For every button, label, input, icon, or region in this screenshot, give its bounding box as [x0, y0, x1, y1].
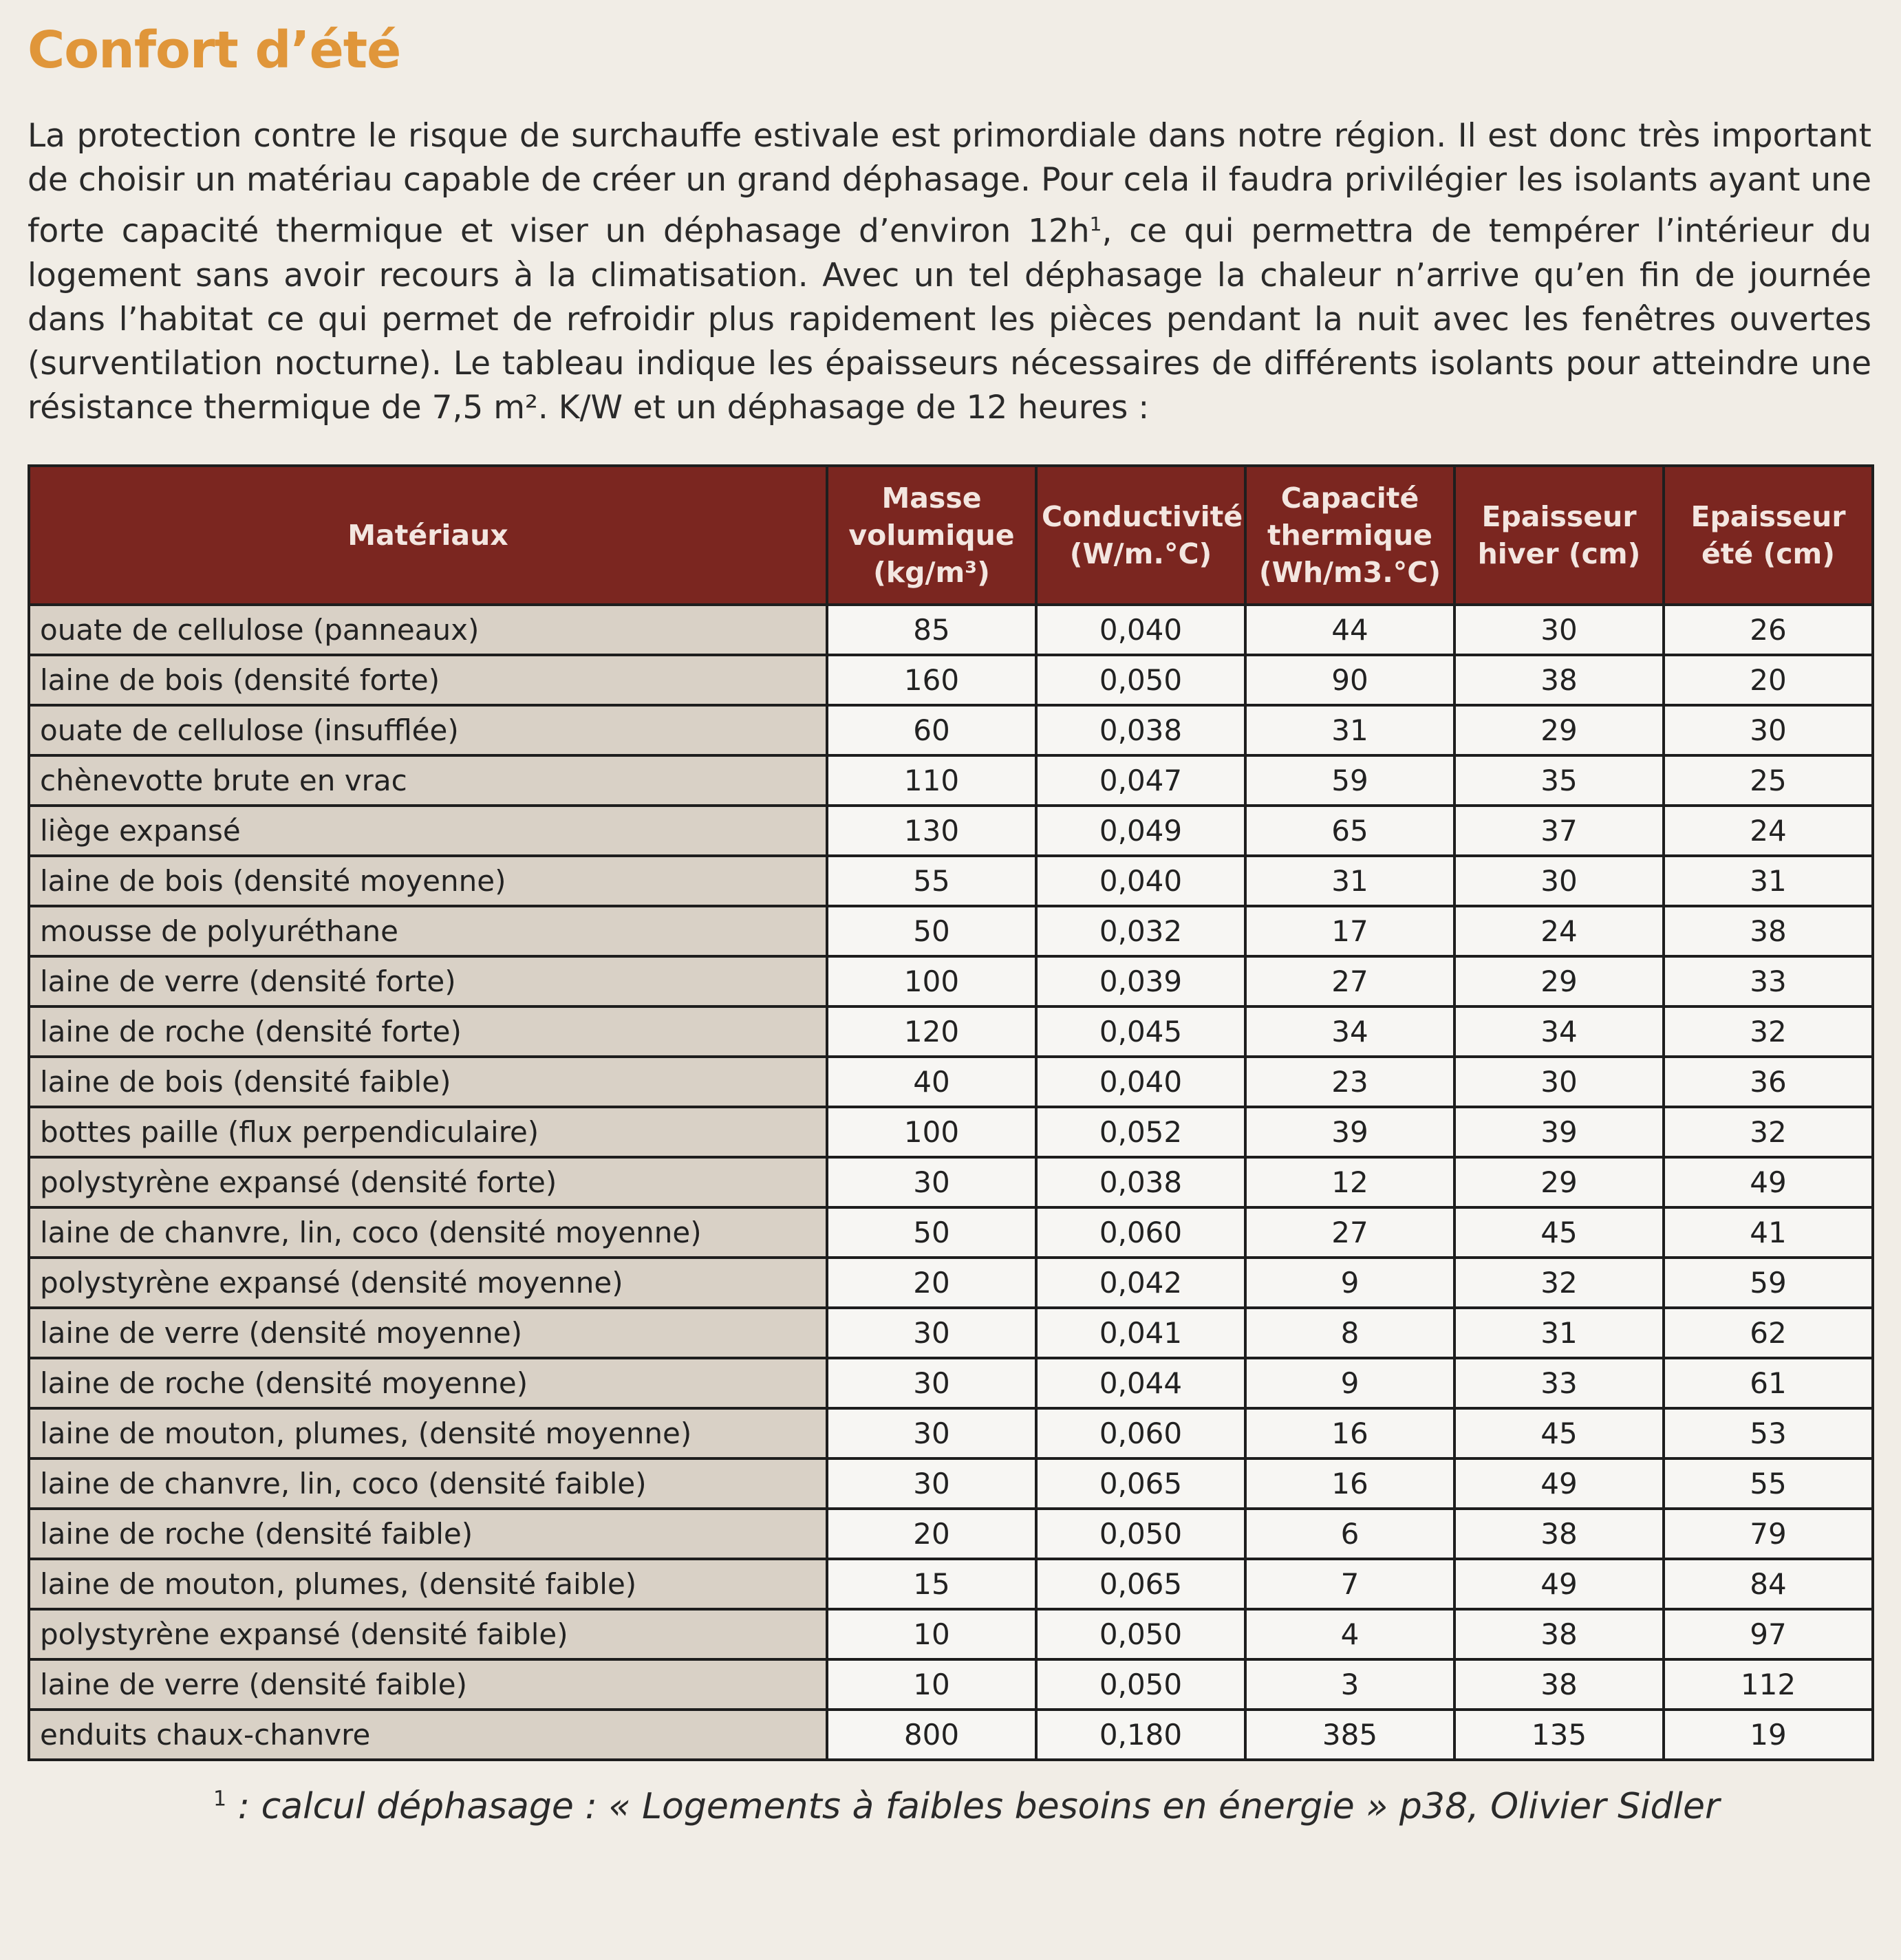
- cell-material: laine de chanvre, lin, coco (densité moyenne): [29, 1207, 827, 1258]
- cell-conductivite: 0,045: [1036, 1006, 1245, 1057]
- cell-epaisseur-hiver: 29: [1454, 705, 1664, 755]
- cell-masse-volumique: 55: [827, 856, 1036, 906]
- header-line: Conductivité: [1042, 499, 1243, 533]
- table-header-row: [29, 466, 1873, 605]
- cell-epaisseur-ete: 59: [1664, 1258, 1873, 1308]
- footnote-number: 1: [213, 1787, 227, 1811]
- cell-epaisseur-hiver: 33: [1454, 1358, 1664, 1408]
- cell-masse-volumique: 10: [827, 1659, 1036, 1710]
- cell-epaisseur-hiver: 29: [1454, 1157, 1664, 1207]
- table-row: [29, 755, 1873, 806]
- cell-material: liège expansé: [29, 806, 827, 856]
- table-row: [29, 1408, 1873, 1458]
- cell-conductivite: 0,040: [1036, 856, 1245, 906]
- cell-conductivite: 0,180: [1036, 1710, 1245, 1760]
- cell-epaisseur-hiver: 39: [1454, 1107, 1664, 1157]
- table-row: [29, 655, 1873, 705]
- header-capacite-thermique: [1245, 466, 1454, 605]
- cell-epaisseur-ete: 61: [1664, 1358, 1873, 1408]
- cell-material: laine de bois (densité forte): [29, 655, 827, 705]
- cell-material: laine de roche (densité forte): [29, 1006, 827, 1057]
- cell-epaisseur-hiver: 49: [1454, 1559, 1664, 1609]
- cell-epaisseur-hiver: 45: [1454, 1408, 1664, 1458]
- table-row: [29, 1358, 1873, 1408]
- header-line: volumique: [848, 518, 1015, 552]
- cell-capacite-thermique: 4: [1245, 1609, 1454, 1659]
- cell-capacite-thermique: 8: [1245, 1308, 1454, 1358]
- table-row: [29, 806, 1873, 856]
- cell-conductivite: 0,065: [1036, 1458, 1245, 1509]
- cell-capacite-thermique: 44: [1245, 605, 1454, 655]
- cell-material: laine de mouton, plumes, (densité faible): [29, 1559, 827, 1609]
- cell-epaisseur-ete: 25: [1664, 755, 1873, 806]
- header-line: thermique: [1267, 518, 1432, 552]
- cell-conductivite: 0,038: [1036, 1157, 1245, 1207]
- cell-epaisseur-ete: 24: [1664, 806, 1873, 856]
- header-epaisseur-ete: [1664, 466, 1873, 605]
- cell-conductivite: 0,047: [1036, 755, 1245, 806]
- cell-conductivite: 0,050: [1036, 1659, 1245, 1710]
- cell-material: polystyrène expansé (densité moyenne): [29, 1258, 827, 1308]
- cell-capacite-thermique: 39: [1245, 1107, 1454, 1157]
- cell-masse-volumique: 40: [827, 1057, 1036, 1107]
- cell-capacite-thermique: 59: [1245, 755, 1454, 806]
- table-row: [29, 1559, 1873, 1609]
- cell-epaisseur-hiver: 31: [1454, 1308, 1664, 1358]
- cell-capacite-thermique: 16: [1245, 1458, 1454, 1509]
- header-line: été (cm): [1701, 537, 1835, 570]
- cell-material: laine de chanvre, lin, coco (densité faible): [29, 1458, 827, 1509]
- header-line: Epaisseur: [1481, 499, 1637, 533]
- cell-masse-volumique: 20: [827, 1509, 1036, 1559]
- header-line: Epaisseur: [1690, 499, 1846, 533]
- cell-conductivite: 0,040: [1036, 605, 1245, 655]
- cell-epaisseur-hiver: 38: [1454, 1659, 1664, 1710]
- footnote-text: : calcul déphasage : « Logements à faibles besoins en énergie » p38, Olivier Sidler: [226, 1785, 1720, 1827]
- table-row: [29, 1458, 1873, 1509]
- cell-epaisseur-hiver: 38: [1454, 1509, 1664, 1559]
- cell-material: polystyrène expansé (densité forte): [29, 1157, 827, 1207]
- cell-epaisseur-ete: 55: [1664, 1458, 1873, 1509]
- footnote-ref: 1: [1089, 213, 1102, 235]
- header-epaisseur-hiver: [1454, 466, 1664, 605]
- header-line: Masse: [881, 481, 982, 515]
- cell-masse-volumique: 30: [827, 1458, 1036, 1509]
- cell-capacite-thermique: 27: [1245, 1207, 1454, 1258]
- cell-material: enduits chaux-chanvre: [29, 1710, 827, 1760]
- cell-conductivite: 0,049: [1036, 806, 1245, 856]
- cell-masse-volumique: 130: [827, 806, 1036, 856]
- table-row: [29, 1107, 1873, 1157]
- cell-capacite-thermique: 6: [1245, 1509, 1454, 1559]
- cell-material: laine de verre (densité forte): [29, 956, 827, 1006]
- table-row: [29, 856, 1873, 906]
- table-row: [29, 1258, 1873, 1308]
- table-row: [29, 956, 1873, 1006]
- header-line: Capacité: [1280, 481, 1419, 515]
- cell-masse-volumique: 30: [827, 1408, 1036, 1458]
- cell-epaisseur-ete: 62: [1664, 1308, 1873, 1358]
- intro-text-part1: La protection contre le risque de surchauffe estivale est primordiale dans notre région. Il est donc très important de choisir un matériau capable de créer un grand déphasage. Pour cela il faudra privilégier les isolants ayant une forte capacité thermique et viser un déphasage d’environ 12h: [28, 117, 1871, 250]
- table-row: [29, 1308, 1873, 1358]
- cell-material: laine de mouton, plumes, (densité moyenne): [29, 1408, 827, 1458]
- insulation-table: [28, 464, 1874, 1761]
- cell-epaisseur-ete: 20: [1664, 655, 1873, 705]
- cell-material: laine de verre (densité moyenne): [29, 1308, 827, 1358]
- cell-epaisseur-ete: 19: [1664, 1710, 1873, 1760]
- cell-material: laine de roche (densité moyenne): [29, 1358, 827, 1408]
- cell-epaisseur-ete: 36: [1664, 1057, 1873, 1107]
- header-line: (W/m.°C): [1069, 537, 1212, 570]
- cell-capacite-thermique: 7: [1245, 1559, 1454, 1609]
- table-row: [29, 1509, 1873, 1559]
- cell-epaisseur-hiver: 38: [1454, 1609, 1664, 1659]
- cell-capacite-thermique: 17: [1245, 906, 1454, 956]
- cell-conductivite: 0,038: [1036, 705, 1245, 755]
- cell-epaisseur-ete: 33: [1664, 956, 1873, 1006]
- cell-conductivite: 0,060: [1036, 1408, 1245, 1458]
- cell-epaisseur-hiver: 34: [1454, 1006, 1664, 1057]
- cell-material: laine de verre (densité faible): [29, 1659, 827, 1710]
- table-row: [29, 1207, 1873, 1258]
- intro-paragraph: [28, 114, 1871, 430]
- cell-epaisseur-ete: 30: [1664, 705, 1873, 755]
- cell-capacite-thermique: 31: [1245, 705, 1454, 755]
- cell-epaisseur-hiver: 49: [1454, 1458, 1664, 1509]
- table-row: [29, 1710, 1873, 1760]
- cell-material: mousse de polyuréthane: [29, 906, 827, 956]
- cell-epaisseur-hiver: 29: [1454, 956, 1664, 1006]
- cell-capacite-thermique: 23: [1245, 1057, 1454, 1107]
- header-line: (Wh/m3.°C): [1258, 555, 1441, 589]
- cell-conductivite: 0,065: [1036, 1559, 1245, 1609]
- cell-epaisseur-ete: 84: [1664, 1559, 1873, 1609]
- cell-epaisseur-ete: 32: [1664, 1107, 1873, 1157]
- cell-epaisseur-ete: 97: [1664, 1609, 1873, 1659]
- page-title: Confort d’été: [28, 21, 401, 80]
- cell-capacite-thermique: 90: [1245, 655, 1454, 705]
- cell-epaisseur-ete: 53: [1664, 1408, 1873, 1458]
- cell-epaisseur-ete: 112: [1664, 1659, 1873, 1710]
- header-line: hiver (cm): [1477, 537, 1641, 570]
- cell-masse-volumique: 100: [827, 956, 1036, 1006]
- cell-material: laine de roche (densité faible): [29, 1509, 827, 1559]
- header-conductivite: [1036, 466, 1245, 605]
- cell-conductivite: 0,060: [1036, 1207, 1245, 1258]
- cell-masse-volumique: 15: [827, 1559, 1036, 1609]
- cell-masse-volumique: 85: [827, 605, 1036, 655]
- cell-capacite-thermique: 27: [1245, 956, 1454, 1006]
- cell-conductivite: 0,042: [1036, 1258, 1245, 1308]
- cell-epaisseur-hiver: 30: [1454, 605, 1664, 655]
- cell-conductivite: 0,052: [1036, 1107, 1245, 1157]
- table-body: [29, 605, 1873, 1760]
- cell-epaisseur-ete: 41: [1664, 1207, 1873, 1258]
- cell-epaisseur-ete: 32: [1664, 1006, 1873, 1057]
- cell-masse-volumique: 30: [827, 1358, 1036, 1408]
- cell-masse-volumique: 50: [827, 906, 1036, 956]
- cell-epaisseur-hiver: 45: [1454, 1207, 1664, 1258]
- cell-material: ouate de cellulose (insufflée): [29, 705, 827, 755]
- cell-capacite-thermique: 65: [1245, 806, 1454, 856]
- cell-masse-volumique: 50: [827, 1207, 1036, 1258]
- cell-epaisseur-ete: 38: [1664, 906, 1873, 956]
- cell-masse-volumique: 160: [827, 655, 1036, 705]
- footnote: [28, 1786, 1871, 1827]
- table-row: [29, 1157, 1873, 1207]
- cell-masse-volumique: 20: [827, 1258, 1036, 1308]
- cell-masse-volumique: 110: [827, 755, 1036, 806]
- cell-material: laine de bois (densité moyenne): [29, 856, 827, 906]
- cell-conductivite: 0,040: [1036, 1057, 1245, 1107]
- table-row: [29, 605, 1873, 655]
- cell-epaisseur-hiver: 32: [1454, 1258, 1664, 1308]
- table-row: [29, 705, 1873, 755]
- cell-material: laine de bois (densité faible): [29, 1057, 827, 1107]
- cell-epaisseur-hiver: 35: [1454, 755, 1664, 806]
- cell-epaisseur-hiver: 24: [1454, 906, 1664, 956]
- cell-masse-volumique: 60: [827, 705, 1036, 755]
- header-line: (kg/m³): [873, 555, 990, 589]
- cell-masse-volumique: 30: [827, 1308, 1036, 1358]
- cell-capacite-thermique: 34: [1245, 1006, 1454, 1057]
- cell-epaisseur-ete: 49: [1664, 1157, 1873, 1207]
- table-row: [29, 1609, 1873, 1659]
- cell-material: ouate de cellulose (panneaux): [29, 605, 827, 655]
- cell-capacite-thermique: 31: [1245, 856, 1454, 906]
- header-masse-volumique: [827, 466, 1036, 605]
- header-materiaux: [29, 466, 827, 605]
- cell-material: polystyrène expansé (densité faible): [29, 1609, 827, 1659]
- cell-epaisseur-hiver: 135: [1454, 1710, 1664, 1760]
- cell-masse-volumique: 10: [827, 1609, 1036, 1659]
- cell-conductivite: 0,044: [1036, 1358, 1245, 1408]
- cell-epaisseur-ete: 31: [1664, 856, 1873, 906]
- document-page: [28, 21, 1871, 1827]
- cell-conductivite: 0,050: [1036, 1509, 1245, 1559]
- cell-epaisseur-hiver: 30: [1454, 856, 1664, 906]
- cell-capacite-thermique: 9: [1245, 1258, 1454, 1308]
- cell-conductivite: 0,039: [1036, 956, 1245, 1006]
- table-row: [29, 1006, 1873, 1057]
- cell-material: bottes paille (flux perpendiculaire): [29, 1107, 827, 1157]
- cell-material: chènevotte brute en vrac: [29, 755, 827, 806]
- table-row: [29, 1659, 1873, 1710]
- cell-epaisseur-ete: 79: [1664, 1509, 1873, 1559]
- cell-masse-volumique: 30: [827, 1157, 1036, 1207]
- cell-capacite-thermique: 12: [1245, 1157, 1454, 1207]
- cell-capacite-thermique: 3: [1245, 1659, 1454, 1710]
- table-row: [29, 906, 1873, 956]
- cell-epaisseur-hiver: 30: [1454, 1057, 1664, 1107]
- cell-epaisseur-hiver: 37: [1454, 806, 1664, 856]
- cell-conductivite: 0,032: [1036, 906, 1245, 956]
- cell-epaisseur-hiver: 38: [1454, 655, 1664, 705]
- cell-masse-volumique: 120: [827, 1006, 1036, 1057]
- cell-conductivite: 0,050: [1036, 1609, 1245, 1659]
- cell-capacite-thermique: 9: [1245, 1358, 1454, 1408]
- table-row: [29, 1057, 1873, 1107]
- cell-conductivite: 0,050: [1036, 655, 1245, 705]
- cell-masse-volumique: 800: [827, 1710, 1036, 1760]
- cell-conductivite: 0,041: [1036, 1308, 1245, 1358]
- header-line: Matériaux: [347, 518, 508, 552]
- cell-masse-volumique: 100: [827, 1107, 1036, 1157]
- cell-capacite-thermique: 16: [1245, 1408, 1454, 1458]
- cell-capacite-thermique: 385: [1245, 1710, 1454, 1760]
- intro-text-part2: , ce qui permettra de tempérer l’intérieur du logement sans avoir recours à la climatisation. Avec un tel déphasage la chaleur n’arrive qu’en fin de journée dans l’habitat ce qui permet de refroidir plus rapidement les pièces pendant la nuit avec les fenêtres ouvertes (surventilation nocturne). Le tableau indique les épaisseurs nécessaires de différents isolants pour atteindre une résistance thermique de 7,5 m². K/W et un déphasage de 12 heures :: [28, 212, 1872, 427]
- cell-epaisseur-ete: 26: [1664, 605, 1873, 655]
